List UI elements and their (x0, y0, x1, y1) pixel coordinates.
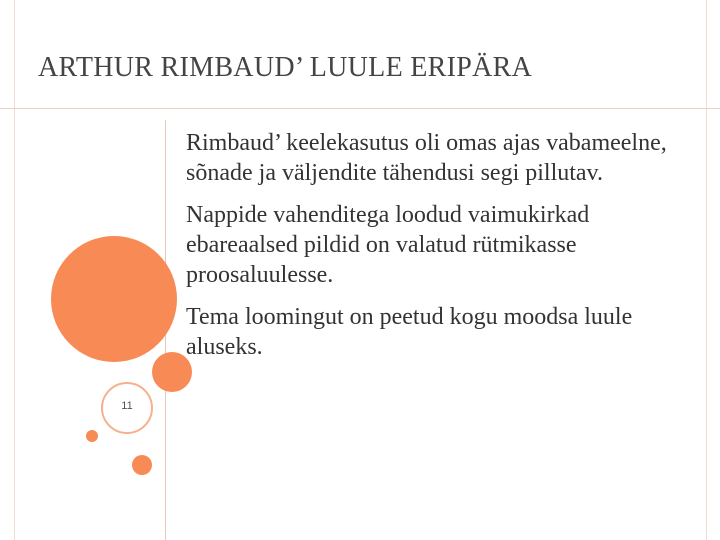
small-circle-decoration-2 (132, 455, 152, 475)
large-circle-decoration (51, 236, 177, 362)
bullet-list (186, 128, 696, 374)
slide-title: ARTHUR RIMBAUD’ LUULE ERIPÄRA (38, 52, 533, 83)
page-number: 11 (121, 400, 133, 412)
title-divider-line (0, 108, 720, 109)
bullet-item: Rimbaud’ keelekasutus oli omas ajas vabameelne, sõnade ja väljendite tähendusi segi pillutav. (186, 130, 667, 186)
small-circle-decoration (86, 430, 98, 442)
left-edge-line (14, 0, 15, 540)
bullet-item: Tema loomingut on peetud kogu moodsa luule aluseks. (186, 304, 633, 360)
right-edge-line (706, 0, 707, 540)
bullet-item: Nappide vahenditega loodud vaimukirkad ebareaalsed pildid on valatud rütmikasse proosaluulesse. (186, 202, 590, 288)
